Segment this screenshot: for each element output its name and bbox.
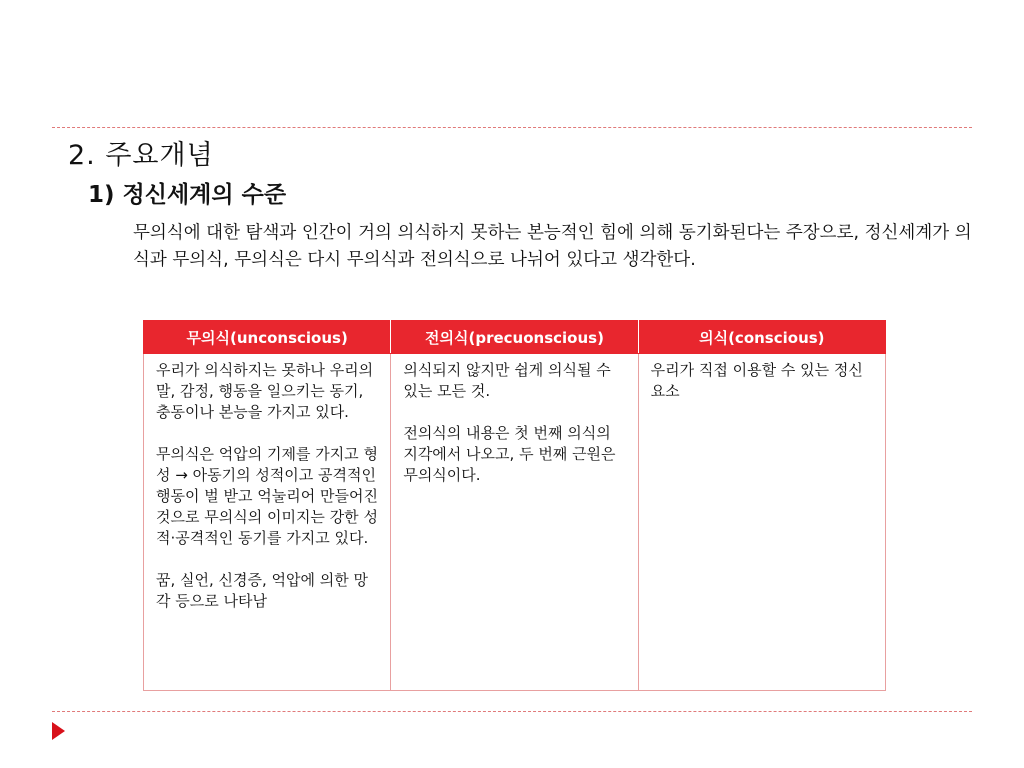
cell-conscious [638,354,885,691]
triangle-right-icon [52,722,65,740]
unconscious-text-1: 우리가 의식하지는 못하나 우리의 말, 감정, 행동을 일으키는 동기, 충동이나 본능을 가지고 있다. [156,361,374,421]
concepts-table [143,320,886,691]
header-conscious: 의식(conscious) [638,321,885,354]
table-row [144,354,886,691]
header-unconscious: 무의식(unconscious) [144,321,391,354]
header-preconscious: 전의식(precuonscious) [391,321,638,354]
section-heading: 2. 주요개념 [68,140,214,171]
top-divider [52,127,972,128]
intro-paragraph: 무의식에 대한 탐색과 인간이 거의 의식하지 못하는 본능적인 힘에 의해 동기화된다는 주장으로, 정신세계가 의식과 무의식, 무의식은 다시 무의식과 전의식으로 나뉘어 있다고 생각한다. [133,223,972,270]
cell-preconscious [391,354,638,691]
subsection-heading: 1) 정신세계의 수준 [88,182,287,208]
unconscious-text-2: 무의식은 억압의 기제를 가지고 형성 → 아동기의 성적이고 공격적인 행동이 벌 받고 억눌리어 만들어진 것으로 무의식의 이미지는 강한 성적·공격적인 동기를 가지고 있다. [156,445,378,547]
table-header-row [144,321,886,354]
conscious-text-1: 우리가 직접 이용할 수 있는 정신요소 [650,361,863,400]
unconscious-text-3: 꿈, 실언, 신경증, 억압에 의한 망각 등으로 나타남 [156,571,369,610]
preconscious-text-1: 의식되지 않지만 쉽게 의식될 수 있는 모든 것. [403,361,611,400]
cell-unconscious [144,354,391,691]
bottom-divider [52,711,972,712]
preconscious-text-2: 전의식의 내용은 첫 번째 의식의 지각에서 나오고, 두 번째 근원은 무의식이다. [403,424,616,484]
